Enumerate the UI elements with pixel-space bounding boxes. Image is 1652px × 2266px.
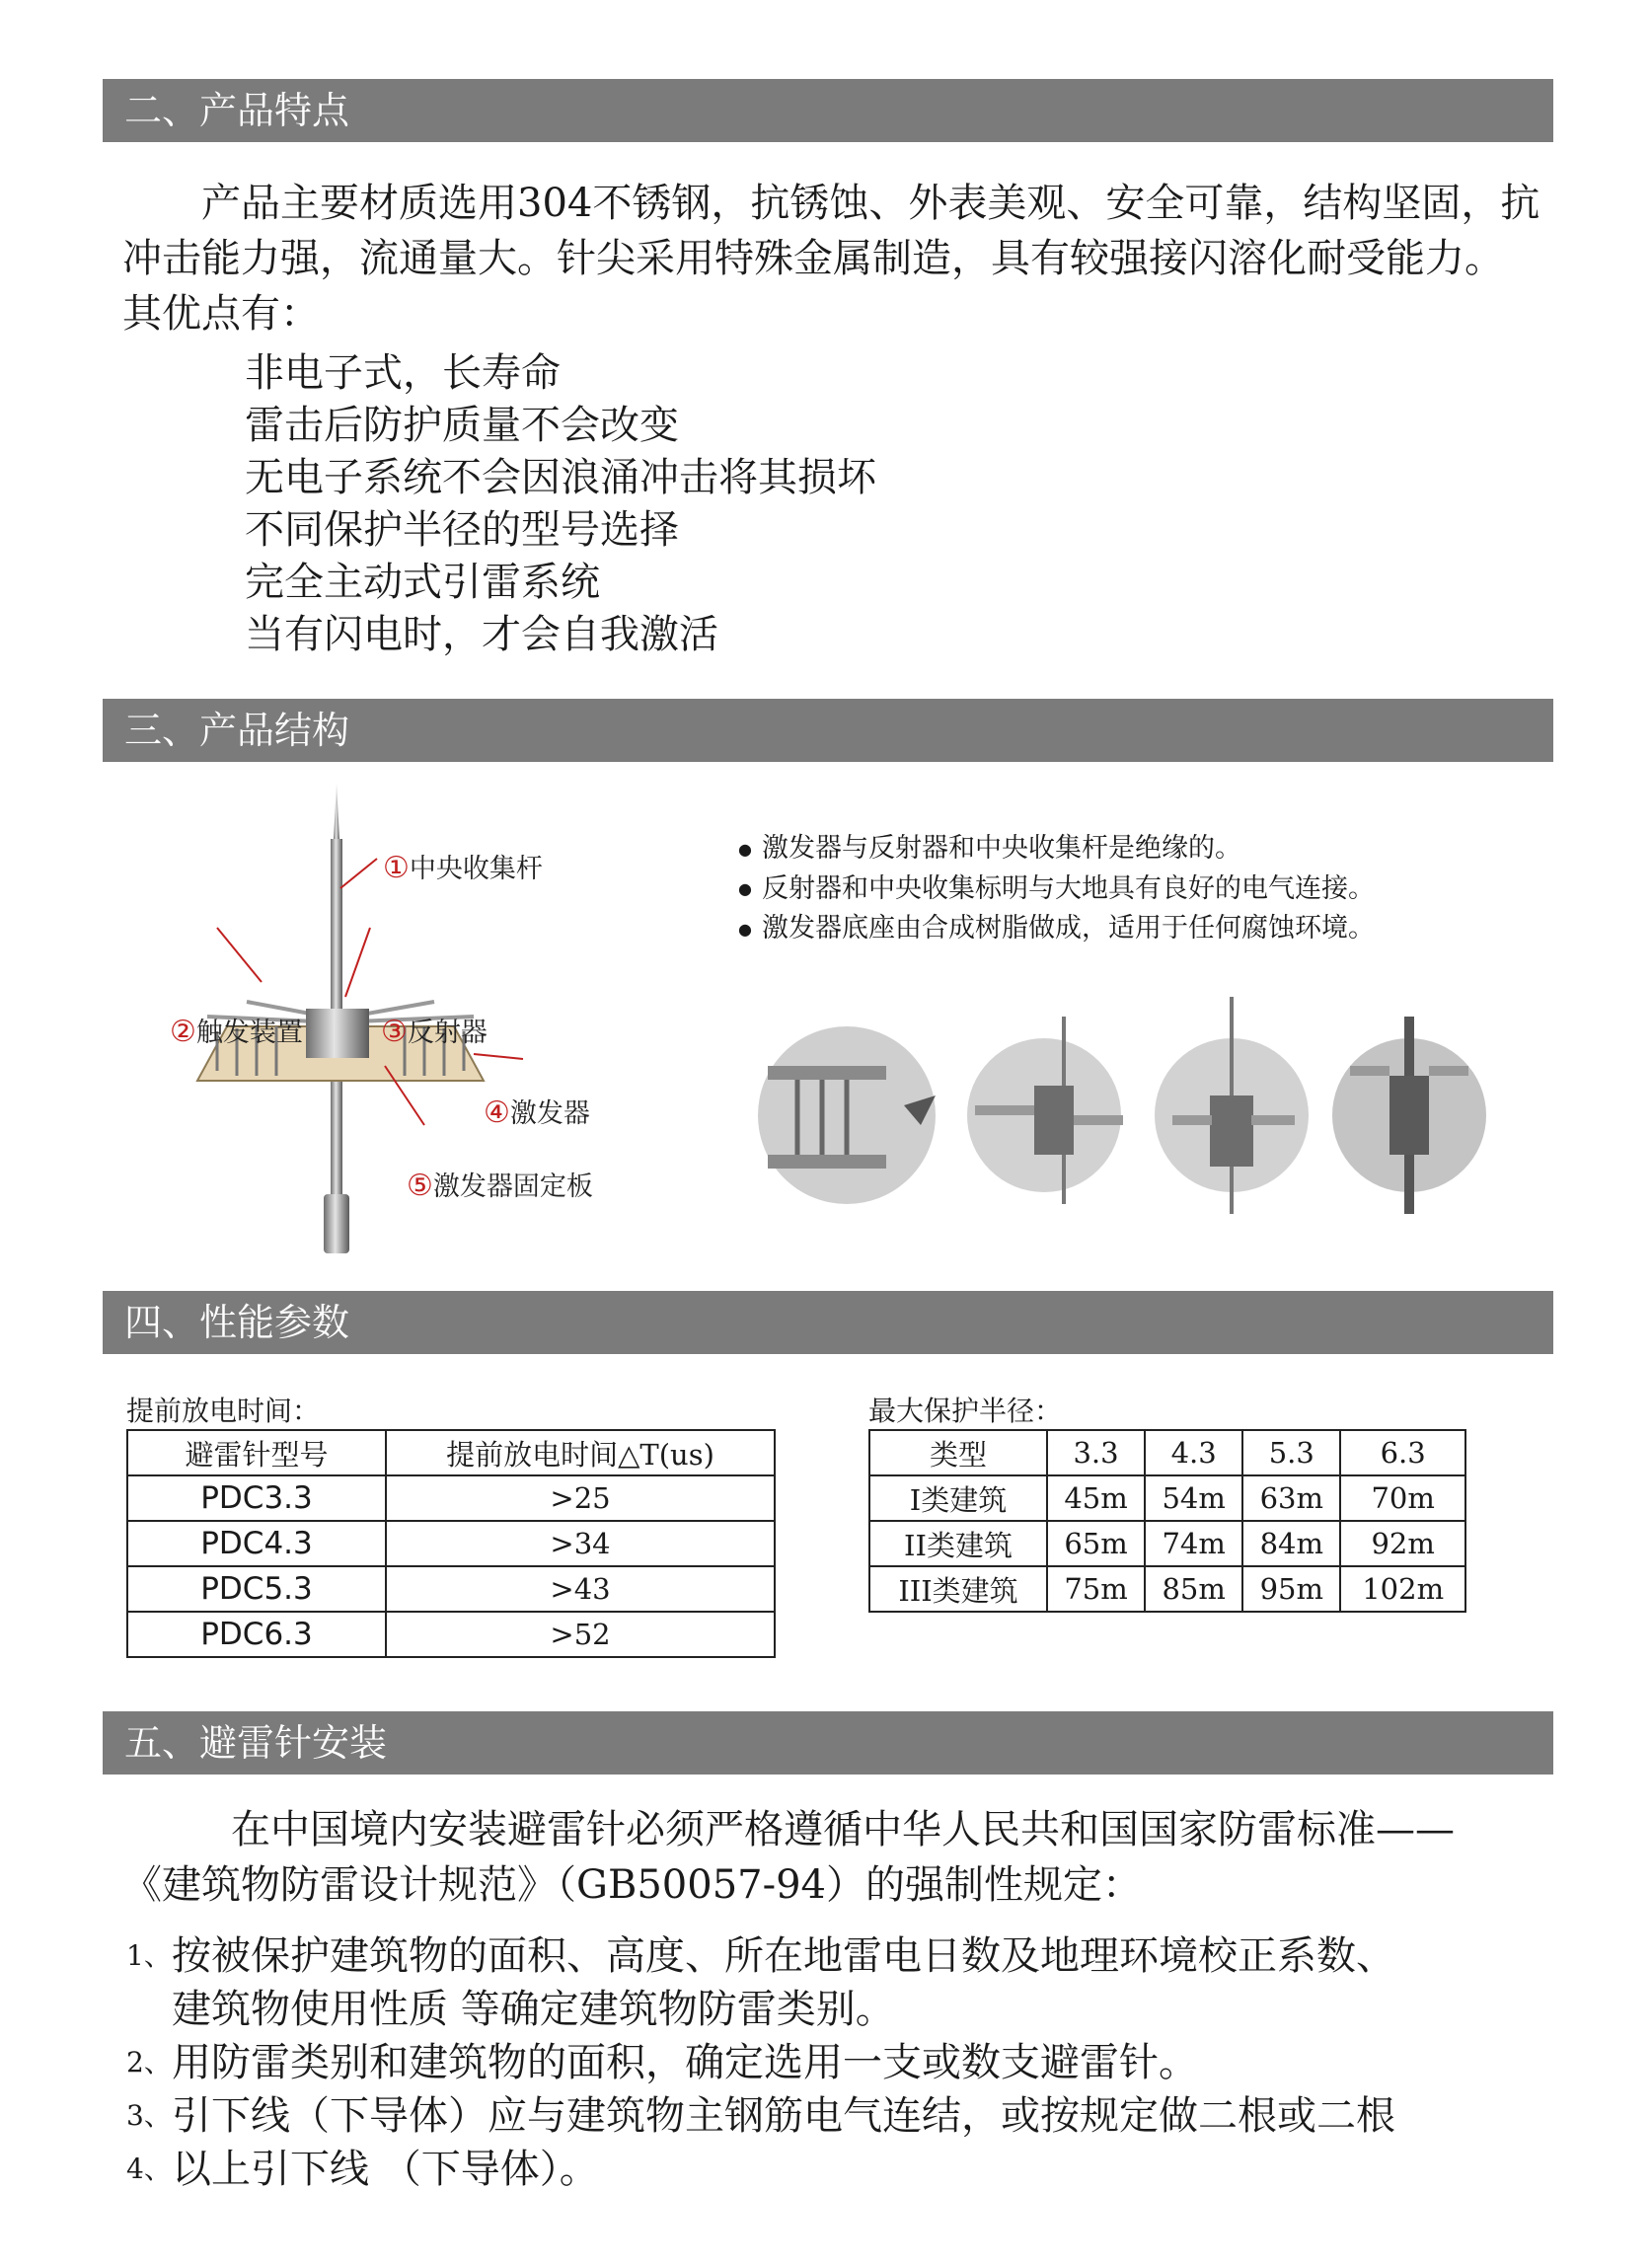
radius-caption: 最大保护半径：	[868, 1395, 1063, 1427]
detail-photo-1	[758, 1026, 936, 1204]
installation-item: 1、按被保护建筑物的面积、高度、所在地雷电日数及地理环境校正系数、	[126, 1933, 1395, 1979]
label-fixing-plate: ⑤激发器固定板	[407, 1169, 593, 1203]
feature-item: 非电子式，长寿命	[245, 350, 561, 396]
feature-item: 当有闪电时，才会自我激活	[245, 612, 718, 657]
leader-4	[474, 1054, 523, 1059]
table-row: PDC6.3 >52	[127, 1612, 775, 1657]
detail-photos	[758, 997, 1528, 1234]
table-header-row: 类型 3.3 4.3 5.3 6.3	[869, 1430, 1465, 1475]
protection-radius-table	[868, 1429, 1466, 1613]
installation-item: 4、以上引下线 （下导体）。	[126, 2147, 599, 2192]
leader-2	[217, 928, 262, 982]
features-intro: 产品主要材质选用304不锈钢，抗锈蚀、外表美观、安全可靠，结构坚固，抗冲击能力强，流通量大。针尖采用特殊金属制造，具有较强接闪溶化耐受能力。 其优点有：	[122, 181, 1540, 337]
detail-photo-4	[1332, 1017, 1486, 1214]
feature-item: 完全主动式引雷系统	[245, 560, 600, 605]
advance-time-table	[126, 1429, 776, 1658]
section-header-installation: 五、避雷针安装	[103, 1711, 1553, 1775]
rod-base	[324, 1194, 349, 1253]
detail-photo-3	[1155, 997, 1309, 1214]
column-header: 避雷针型号	[127, 1430, 386, 1475]
table-row: II类建筑 65m 74m 84m 92m	[869, 1521, 1465, 1566]
rod-tip	[334, 784, 339, 839]
label-central-rod: ①中央收集杆	[383, 851, 543, 885]
installation-item: 建筑物使用性质 等确定建筑物防雷类别。	[172, 1987, 895, 2032]
feature-item: 无电子系统不会因浪涌冲击将其损坏	[245, 455, 876, 500]
feature-item: 雷击后防护质量不会改变	[245, 403, 679, 448]
section-header-features: 二、产品特点	[103, 79, 1553, 142]
detail-photo-2	[967, 1017, 1123, 1204]
table-row: PDC4.3 >34	[127, 1521, 775, 1566]
note-item: ● 激发器底座由合成树脂做成，适用于任何腐蚀环境。	[738, 909, 1375, 949]
label-trigger: ②触发装置	[170, 1015, 303, 1049]
note-item: ● 激发器与反射器和中央收集杆是绝缘的。	[738, 829, 1375, 869]
installation-item: 3、引下线（下导体）应与建筑物主钢筋电气连结，或按规定做二根或二根	[126, 2093, 1395, 2139]
leader-3	[345, 928, 370, 997]
reflector-core	[306, 1009, 369, 1058]
structure-notes	[738, 829, 1375, 949]
table-header-row	[127, 1430, 775, 1475]
label-exciter: ④激发器	[484, 1095, 590, 1130]
note-item: ● 反射器和中央收集标明与大地具有良好的电气连接。	[738, 869, 1375, 910]
leader-1	[340, 859, 377, 888]
section-header-structure: 三、产品结构	[103, 699, 1553, 762]
label-reflector: ③反射器	[381, 1015, 488, 1049]
table-row: I类建筑 45m 54m 63m 70m	[869, 1475, 1465, 1521]
table-row: III类建筑 75m 85m 95m 102m	[869, 1566, 1465, 1612]
feature-item: 不同保护半径的型号选择	[245, 507, 679, 553]
table-row: PDC3.3 >25	[127, 1475, 775, 1521]
column-header: 提前放电时间△T(us)	[386, 1430, 775, 1475]
section-header-performance: 四、性能参数	[103, 1291, 1553, 1354]
installation-intro: 在中国境内安装避雷针必须严格遵循中华人民共和国国家防雷标准——《建筑物防雷设计规范》（GB50057-94）的强制性规定：	[122, 1807, 1455, 1908]
table-row: PDC5.3 >43	[127, 1566, 775, 1612]
installation-item: 2、用防雷类别和建筑物的面积，确定选用一支或数支避雷针。	[126, 2040, 1198, 2085]
advance-time-caption: 提前放电时间：	[126, 1395, 321, 1427]
